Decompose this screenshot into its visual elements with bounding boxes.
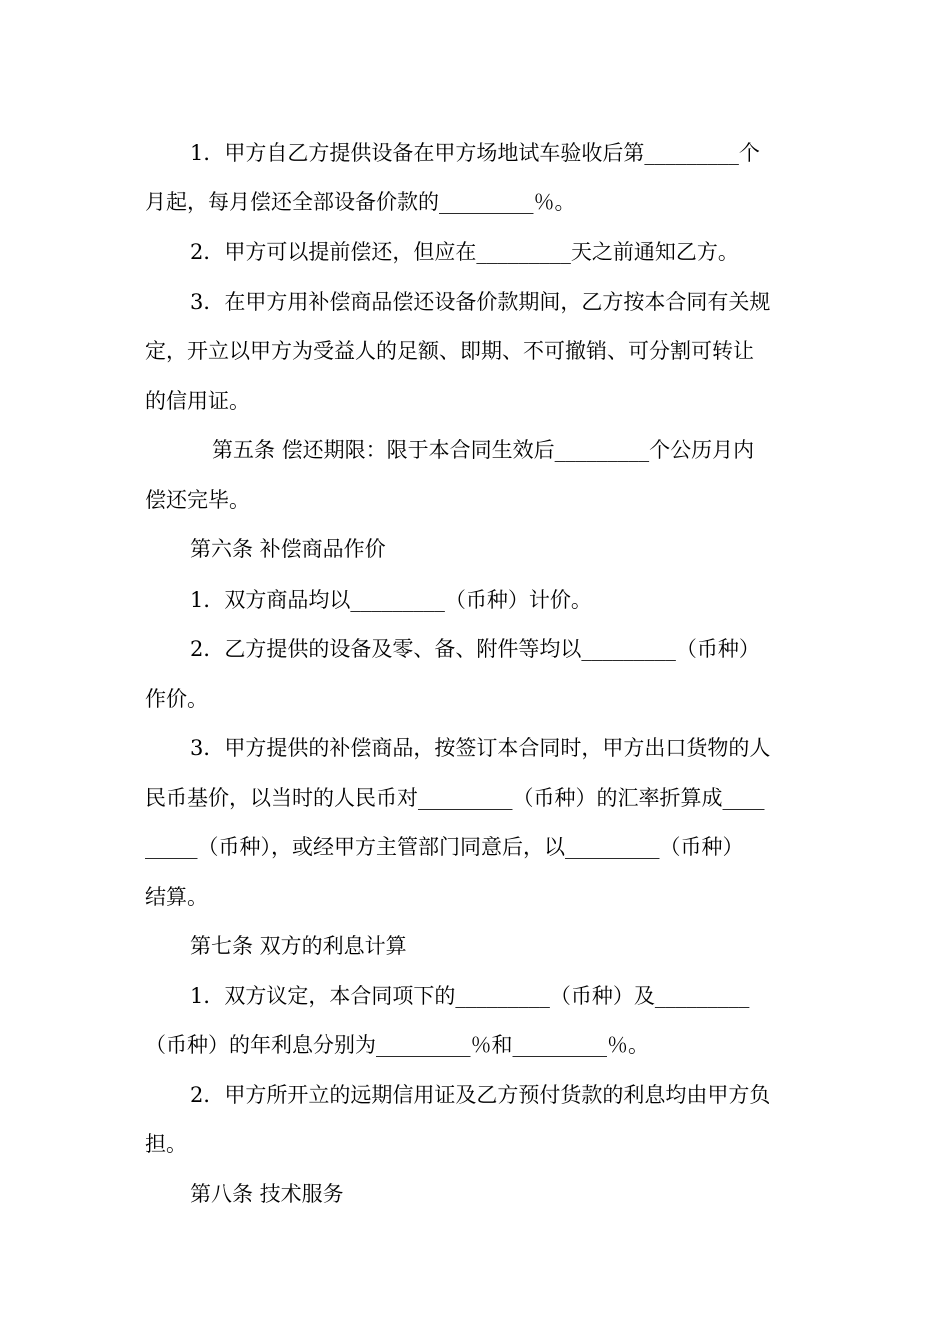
paragraph-line: 1．甲方自乙方提供设备在甲方场地试车验收后第_________个 (190, 141, 760, 165)
paragraph-line: 担。 (145, 1132, 187, 1156)
paragraph-line: 结算。 (145, 885, 208, 909)
paragraph-line: 2．甲方可以提前偿还，但应在_________天之前通知乙方。 (190, 240, 739, 264)
paragraph-line: 2．甲方所开立的远期信用证及乙方预付货款的利息均由甲方负 (190, 1083, 771, 1107)
paragraph-line: 3．在甲方用补偿商品偿还设备价款期间，乙方按本合同有关规 (190, 290, 771, 314)
paragraph-line: 1．双方商品均以_________（币种）计价。 (190, 588, 592, 612)
paragraph-line: （币种）的年利息分别为_________％和_________％。 (145, 1033, 649, 1057)
paragraph-line: _____（币种），或经甲方主管部门同意后，以_________（币种） (145, 835, 744, 859)
paragraph-line: 3．甲方提供的补偿商品，按签订本合同时，甲方出口货物的人 (190, 736, 771, 760)
paragraph-line: 2．乙方提供的设备及零、备、附件等均以_________（币种） (190, 637, 760, 661)
paragraph-line: 民币基价，以当时的人民币对_________（币种）的汇率折算成____ (145, 786, 765, 810)
paragraph-line: 定，开立以甲方为受益人的足额、即期、不可撤销、可分割可转让 (145, 339, 754, 363)
paragraph-line: 作价。 (145, 687, 208, 711)
article-heading: 第八条 技术服务 (190, 1182, 344, 1206)
article-heading: 第七条 双方的利息计算 (190, 934, 407, 958)
paragraph-line: 偿还完毕。 (145, 488, 250, 512)
paragraph-line: 月起，每月偿还全部设备价款的_________％。 (145, 190, 576, 214)
paragraph-line: 的信用证。 (145, 389, 250, 413)
article-heading: 第六条 补偿商品作价 (190, 537, 386, 561)
article-heading: 第五条 偿还期限：限于本合同生效后_________个公历月内 (212, 438, 755, 462)
paragraph-line: 1．双方议定，本合同项下的_________（币种）及_________ (190, 984, 750, 1008)
